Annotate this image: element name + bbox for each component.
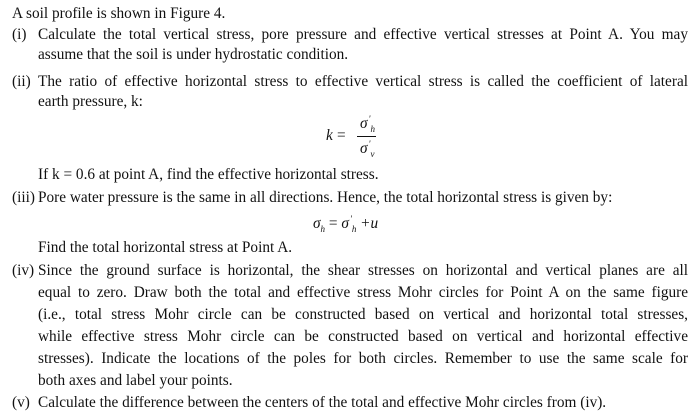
item-iv-line-3: (i.e., total stress Mohr circle can be constructed based on vertical and horizontal total stresses, [38,306,688,323]
intro-text: A soil profile is shown in Figure 4. [12,5,226,22]
item-ii-line-1: The ratio of effective horizontal stress to effective vertical stress is called the coefficient of lateral [38,73,688,90]
fraction-bar [357,136,376,137]
item-i-line-2: assume that the soil is under hydrostatic condition. [38,46,349,63]
item-iv-line-4: while effective stress Mohr circle can be constructed based on vertical and horizontal effective [38,328,688,345]
formula-denominator: $\sigma'_v$ [360,139,375,159]
item-iii-line-1: Pore water pressure is the same in all directions. Hence, the total horizontal stress is given by: [38,189,613,206]
item-ii-line-2: earth pressure, k: [38,93,143,110]
item-label-v: (v) [12,394,30,411]
item-i-line-1: Calculate the total vertical stress, pore pressure and effective vertical stresses at Point A. You may [38,26,688,43]
item-ii-followup: If k = 0.6 at point A, find the effective horizontal stress. [38,166,379,183]
formula-numerator: $\sigma'_h$ [360,114,375,134]
item-v-line-1: Calculate the difference between the centers of the total and effective Mohr circles from (iv). [38,394,607,411]
item-iv-line-6: both axes and label your points. [38,372,233,389]
item-iv-line-5: stresses). Indicate the locations of the poles for both circles. Remember to use the same scale for [38,350,688,367]
item-iii-followup: Find the total horizontal stress at Point A. [38,239,293,256]
item-label-i: (i) [12,26,27,43]
item-label-ii: (ii) [12,73,31,90]
horizontal-stress-formula: $\sigma_h = \sigma'_h +u$ [313,214,379,234]
item-iv-line-2: equal to zero. Draw both the total and effective stress Mohr circles for Point A on the same figure [38,284,688,301]
item-iv-line-1: Since the ground surface is horizontal, the shear stresses on horizontal and vertical planes are all [38,262,688,279]
formula-equals: = [337,127,346,144]
item-label-iv: (iv) [12,262,35,279]
formula-k: k [326,127,333,144]
k-ratio-formula [326,112,386,164]
item-label-iii: (iii) [12,189,35,206]
